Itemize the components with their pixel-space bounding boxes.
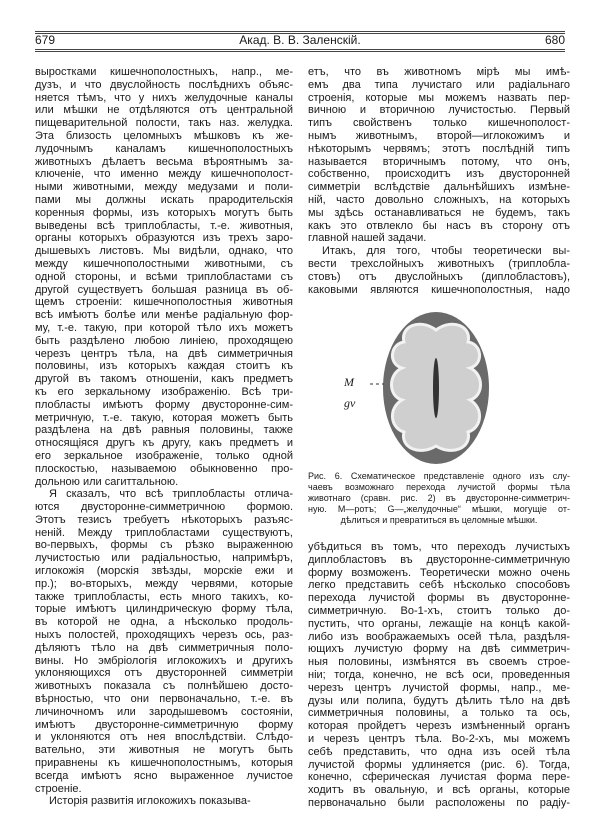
text-line: между кишечнополостными животными, съ bbox=[35, 257, 293, 270]
caption-line: Рис. 6. Схематическое представленiе одного изъ слу- bbox=[308, 471, 570, 481]
right-column-top bbox=[308, 66, 570, 296]
text-line: его зеркальное изображенiе, только одной bbox=[35, 449, 293, 462]
text-line: метричную, т.-е. такую, которая можетъ быть bbox=[35, 411, 293, 424]
text-line: легко представить себѣ нѣсколько способовъ bbox=[308, 579, 570, 592]
text-line: или мѣшки не отдѣляются отъ центральной bbox=[35, 104, 293, 117]
text-line: лучистой формы удлиняется (рис. 6). Тогда, bbox=[308, 758, 570, 771]
text-line: какъ это отвлекло бы насъ въ сторону отъ bbox=[308, 219, 570, 232]
text-line: нѣкоторымъ червямъ; этотъ послѣднiй типъ bbox=[308, 142, 570, 155]
text-line: ющихъ лучистую форму на двѣ симметрич- bbox=[308, 643, 570, 656]
left-column bbox=[35, 66, 293, 808]
text-line: конечно, сферическая лучистая форма пере- bbox=[308, 771, 570, 784]
text-line: органы которыхъ образуются изъ трехъ заро- bbox=[35, 232, 293, 245]
header-rule-top bbox=[35, 31, 565, 32]
text-line: плоскостью, называемою обыкновенно про- bbox=[35, 462, 293, 475]
text-line: симметрiи вслѣдствiе дальнѣйшихъ измѣне- bbox=[308, 181, 570, 194]
text-line: другой въ такомъ отношенiи, какъ предметъ bbox=[35, 373, 293, 386]
text-line: ходитъ въ овальную, и всѣ органы, которые bbox=[308, 784, 570, 797]
text-line: типъ свойственъ только кишечнополост- bbox=[308, 117, 570, 130]
text-line: Этотъ тезисъ требуетъ нѣкоторыхъ разъяс- bbox=[35, 513, 293, 526]
text-line: раздѣлена на двѣ равныя половины, также bbox=[35, 424, 293, 437]
text-line: одной стороны, и всѣми триплобластами съ bbox=[35, 270, 293, 283]
text-line: перехода лучистой формы въ двусторонне- bbox=[308, 592, 570, 605]
text-line: личиночномъ или зародышевомъ состоянiи, bbox=[35, 705, 293, 718]
text-line: ключенiе, что именно между кишечнополост- bbox=[35, 168, 293, 181]
figure-caption bbox=[308, 471, 570, 526]
text-line: имѣютъ двусторонне-симметричную форму bbox=[35, 718, 293, 731]
text-line: либо изъ воображаемыхъ осей тѣла, раздѣля- bbox=[308, 630, 570, 643]
text-line: нiй, часто довольно сложныхъ, на которыхъ bbox=[308, 193, 570, 206]
text-line: быть раздѣлено любою линiею, проходящею bbox=[35, 334, 293, 347]
caption-line: животнаго (сравн. рис. 2) въ двусторонне-симметрич- bbox=[308, 493, 570, 503]
text-line: пами мы должны искать прародительскiя bbox=[35, 193, 293, 206]
right-column-bottom bbox=[308, 541, 570, 810]
text-line: торые имѣютъ цилиндрическую форму тѣла, bbox=[35, 603, 293, 616]
text-line: щемъ строенiи: кишечнополостныя животныя bbox=[35, 296, 293, 309]
text-line: всегда имѣютъ ясно выраженное лучистое bbox=[35, 769, 293, 782]
text-line: вательно, эти животныя не могутъ быть bbox=[35, 744, 293, 757]
text-line: лудочнымъ каналамъ кишечнополостныхъ bbox=[35, 142, 293, 155]
text-line: вѣрностью, что они первоначально, т.-е. въ bbox=[35, 693, 293, 706]
text-line: всѣ имѣютъ болѣе или менѣе радiальную фор- bbox=[35, 309, 293, 322]
text-line: иглокожiя (морскiя звѣзды, морскiе ежи и bbox=[35, 565, 293, 578]
text-line: и черезъ центръ тѣла. Во-2-хъ, мы можемъ bbox=[308, 732, 570, 745]
text-line: называется вторичнымъ потому, что онъ, bbox=[308, 155, 570, 168]
text-line: главной нашей задачи. bbox=[308, 232, 427, 245]
text-line: пищеварительной полости, такъ наз. желудка. bbox=[35, 117, 293, 130]
text-line: выведены всѣ триплобласты, т.-е. животныя, bbox=[35, 219, 293, 232]
text-line: Я сказалъ, что всѣ триплобласты отлича- bbox=[49, 488, 293, 501]
text-line: къ его зеркальному изображенiю. Всѣ три- bbox=[35, 385, 293, 398]
text-line: также триплобласты, есть много такихъ, ко- bbox=[35, 590, 293, 603]
text-line: плобласты имѣютъ форму двусторонне-сим- bbox=[35, 398, 293, 411]
mouth-slit bbox=[433, 358, 439, 418]
text-line: дѣляютъ тѣло на двѣ симметричныя поло- bbox=[35, 641, 293, 654]
page-number-right: 680 bbox=[544, 33, 565, 47]
text-line: пустить, что органы, лежащiе на концѣ какой- bbox=[308, 617, 570, 630]
figure-label-m: M bbox=[344, 375, 354, 389]
text-line: ныхъ полостей, проходящихъ черезъ ось, раз- bbox=[35, 629, 293, 642]
text-line: симметричныя половины, а только та ось, bbox=[308, 707, 570, 720]
text-line: первоначально были расположены по радiу- bbox=[308, 796, 570, 809]
text-line: му, т.-е. такую, при которой тѣло ихъ можетъ bbox=[35, 321, 293, 334]
text-line: пр.); во-вторыхъ, между червями, которые bbox=[35, 577, 293, 590]
caption-line: чаевъ возможнаго перехода лучистой формы тѣла bbox=[308, 482, 570, 492]
text-line: ныя половины, измѣнятся въ своемъ строе- bbox=[308, 656, 570, 669]
text-line: ненiй. Между триплобластами существуютъ, bbox=[35, 526, 293, 539]
text-line: Итакъ, для того, чтобы теоретически вы- bbox=[322, 245, 570, 258]
text-line: относящiяся другъ къ другу, какъ предметъ и bbox=[35, 437, 293, 450]
text-line: въ которой не одна, а нѣсколько продоль- bbox=[35, 616, 293, 629]
text-line: дузъ, и что двуслойность послѣднихъ объяс- bbox=[35, 78, 293, 91]
text-line: выростками кишечнополостныхъ, напр., ме- bbox=[35, 66, 293, 78]
text-line: дольною или сагиттальною. bbox=[35, 475, 179, 488]
running-head-author: Акад. В. В. Заленскiй. bbox=[239, 33, 361, 47]
figure-6-illustration bbox=[370, 308, 505, 470]
text-line: форму возможенъ. Теоретически можно очень bbox=[308, 566, 570, 579]
text-line: черезъ центръ лучистой формы, напр., ме- bbox=[308, 681, 570, 694]
caption-line: дѣлиться и превратиться въ целомные мѣшки. bbox=[340, 515, 538, 525]
text-line: етъ, что въ животномъ мiрѣ мы имѣ- bbox=[308, 66, 570, 78]
text-line: мы здѣсь останавливаться не будемъ, такъ bbox=[308, 206, 570, 219]
caption-line: ную. М—ротъ; G—„желудочные“ мѣшки, могущiе от- bbox=[308, 504, 570, 514]
header-rule-bottom-2 bbox=[35, 51, 565, 52]
text-line: коренныя формы, изъ которыхъ могутъ быть bbox=[35, 206, 293, 219]
text-line: строенiя, которые мы можемъ назвать пер- bbox=[308, 91, 570, 104]
text-line: животныхъ показала съ полнѣйшею досто- bbox=[35, 680, 293, 693]
text-line: каковыми являются кишечнополостныя, надо bbox=[308, 283, 570, 296]
text-line: симметричную. Во-1-хъ, стоитъ только до- bbox=[308, 604, 570, 617]
page-number-left: 679 bbox=[35, 33, 56, 47]
text-line: стовъ) отъ двуслойныхъ (диплобластовъ), bbox=[308, 270, 570, 283]
text-line: строенiе. bbox=[35, 782, 82, 795]
text-line: диплобластовъ въ двусторонне-симметричную bbox=[308, 553, 570, 566]
text-line: ными животными, между медузами и поли- bbox=[35, 181, 293, 194]
text-line: емъ два типа лучистаго или радiальнаго bbox=[308, 78, 570, 91]
text-line: животныхъ дѣлаетъ весьма вѣроятнымъ за- bbox=[35, 155, 293, 168]
text-line: нымъ животнымъ, второй—иглокожимъ и bbox=[308, 129, 570, 142]
text-line: дузы или полипа, будутъ дѣлить тѣло на двѣ bbox=[308, 694, 570, 707]
text-line: другой существуетъ большая разница въ об- bbox=[35, 283, 293, 296]
text-line: во-первыхъ, формы съ рѣзко выраженною bbox=[35, 539, 293, 552]
header-rule-bottom bbox=[35, 49, 565, 50]
text-line: собственно, происходитъ изъ двусторонней bbox=[308, 168, 570, 181]
text-line: лучистостью или радiальностью, напримѣръ, bbox=[35, 552, 293, 565]
text-line: Эта близость целомныхъ мѣшковъ къ же- bbox=[35, 129, 293, 142]
text-line: убѣдиться въ томъ, что переходъ лучистыхъ bbox=[308, 541, 570, 553]
text-line: приравнены къ кишечнополостнымъ, которыя bbox=[35, 757, 293, 770]
text-line: дышевыхъ листовъ. Мы видѣли, однако, что bbox=[35, 245, 293, 258]
text-line: которая пройдетъ черезъ измѣненный органъ bbox=[308, 720, 570, 733]
text-line: няется тѣмъ, что у нихъ желудочные каналы bbox=[35, 91, 293, 104]
text-line: Исторiя развитiя иглокожихъ показыва- bbox=[49, 795, 251, 808]
text-line: половины, изъ которыхъ каждая стоитъ къ bbox=[35, 360, 293, 373]
text-line: себѣ представить, что одна изъ осей тѣла bbox=[308, 745, 570, 758]
text-line: ются двусторонне-симметричною формою. bbox=[35, 501, 293, 514]
text-line: и уклоняются отъ нея впослѣдствiи. Слѣдо- bbox=[35, 731, 293, 744]
text-line: уклоняющихся отъ двусторонней симметрiи bbox=[35, 667, 293, 680]
figure-label-gv: gv bbox=[344, 396, 356, 410]
text-line: вести трехслойныхъ животныхъ (триплобла- bbox=[308, 257, 570, 270]
text-line: черезъ центръ тѣла, на двѣ симметричныя bbox=[35, 347, 293, 360]
text-line: нiи; тогда, конечно, не всѣ оси, проведенныя bbox=[308, 668, 570, 681]
text-line: вичною и вторичною лучистостью. Первый bbox=[308, 104, 570, 117]
text-line: вины. Но эмбрiологiя иглокожихъ и другихъ bbox=[35, 654, 293, 667]
